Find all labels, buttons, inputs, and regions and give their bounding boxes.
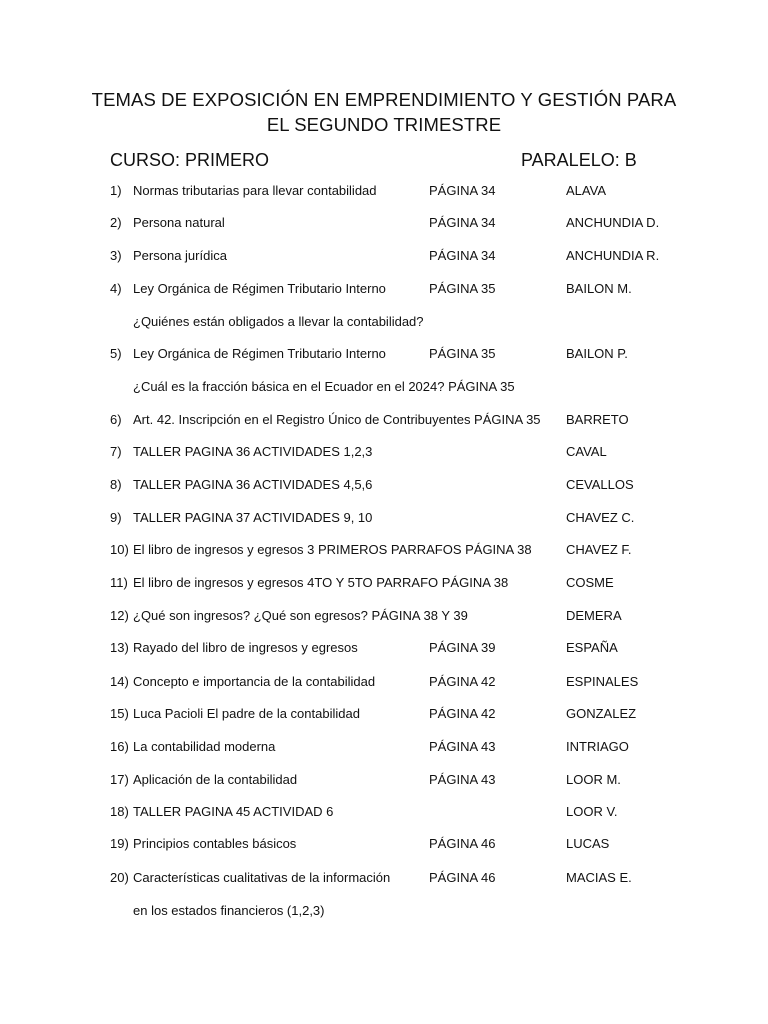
topic-title: TALLER PAGINA 36 ACTIVIDADES 4,5,6 xyxy=(133,477,373,492)
topic-title: Art. 42. Inscripción en el Registro Único de Contribuyentes PÁGINA 35 xyxy=(133,412,541,427)
topic-continuation: ¿Cuál es la fracción básica en el Ecuador en el 2024? PÁGINA 35 xyxy=(133,379,515,394)
topic-row xyxy=(0,445,768,465)
student-name: ESPINALES xyxy=(566,674,639,689)
topic-number: 14) xyxy=(110,674,129,689)
document-title-line-2: EL SEGUNDO TRIMESTRE xyxy=(266,114,502,135)
topic-row xyxy=(0,805,768,825)
topic-number: 3) xyxy=(110,248,122,263)
topic-row xyxy=(0,641,768,661)
student-name: LOOR M. xyxy=(566,772,621,787)
topic-title: La contabilidad moderna xyxy=(133,739,276,754)
course-label: CURSO: PRIMERO xyxy=(110,150,270,170)
topic-title: Normas tributarias para llevar contabilidad xyxy=(133,183,377,198)
topic-continuation: en los estados financieros (1,2,3) xyxy=(133,903,325,918)
student-name: DEMERA xyxy=(566,608,622,623)
topic-page: PÁGINA 39 xyxy=(429,640,496,655)
topic-title: TALLER PAGINA 36 ACTIVIDADES 1,2,3 xyxy=(133,444,373,459)
topic-page: PÁGINA 46 xyxy=(429,836,496,851)
parallel-label: PARALELO: B xyxy=(521,150,637,170)
topic-title: Ley Orgánica de Régimen Tributario Interno xyxy=(133,346,386,361)
topic-number: 9) xyxy=(110,510,122,525)
topic-title: El libro de ingresos y egresos 3 PRIMEROS PARRAFOS PÁGINA 38 xyxy=(133,542,532,557)
topic-row xyxy=(0,837,768,857)
student-name: ESPAÑA xyxy=(566,640,618,655)
topic-page: PÁGINA 35 xyxy=(429,346,496,361)
topic-number: 11) xyxy=(110,575,128,590)
topic-row xyxy=(0,249,768,269)
topic-row xyxy=(0,773,768,793)
topic-title: TALLER PAGINA 37 ACTIVIDADES 9, 10 xyxy=(133,510,373,525)
topic-number: 10) xyxy=(110,542,129,557)
student-name: INTRIAGO xyxy=(566,739,629,754)
student-name: CEVALLOS xyxy=(566,477,634,492)
topic-title: Concepto e importancia de la contabilidad xyxy=(133,674,376,689)
student-name: CHAVEZ F. xyxy=(566,542,632,557)
topic-continuation: ¿Quiénes están obligados a llevar la contabilidad? xyxy=(133,314,424,329)
student-name: LOOR V. xyxy=(566,804,618,819)
topic-row xyxy=(0,478,768,498)
topic-row xyxy=(0,184,768,204)
topic-title: ¿Qué son ingresos? ¿Qué son egresos? PÁGINA 38 Y 39 xyxy=(133,608,468,623)
student-name: CAVAL xyxy=(566,444,607,459)
student-name: ANCHUNDIA R. xyxy=(566,248,660,263)
topic-number: 2) xyxy=(110,215,122,230)
topic-row xyxy=(0,675,768,695)
topic-title: Luca Pacioli El padre de la contabilidad xyxy=(133,706,360,721)
topic-row xyxy=(0,609,768,629)
topic-page: PÁGINA 43 xyxy=(429,739,496,754)
student-name: MACIAS E. xyxy=(566,870,632,885)
topic-row xyxy=(0,871,768,891)
student-name: BAILON M. xyxy=(566,281,632,296)
student-name: BAILON P. xyxy=(566,346,628,361)
topic-page: PÁGINA 34 xyxy=(429,215,496,230)
topic-title: Aplicación de la contabilidad xyxy=(133,772,298,787)
topic-number: 17) xyxy=(110,772,129,787)
topic-title: Persona jurídica xyxy=(133,248,227,263)
topic-row xyxy=(0,740,768,760)
topic-title: Características cualitativas de la información xyxy=(133,870,391,885)
topic-title: Principios contables básicos xyxy=(133,836,297,851)
topic-number: 7) xyxy=(110,444,122,459)
document-title-line-1: TEMAS DE EXPOSICIÓN EN EMPRENDIMIENTO Y GESTIÓN PARA xyxy=(91,89,677,110)
topic-row xyxy=(0,543,768,563)
student-name: ALAVA xyxy=(566,183,606,198)
topic-row xyxy=(0,576,768,596)
topic-title: Ley Orgánica de Régimen Tributario Interno xyxy=(133,281,386,296)
topic-page: PÁGINA 43 xyxy=(429,772,496,787)
topic-number: 8) xyxy=(110,477,122,492)
topic-title: Persona natural xyxy=(133,215,225,230)
topic-number: 15) xyxy=(110,706,129,721)
topic-number: 1) xyxy=(110,183,122,198)
student-name: CHAVEZ C. xyxy=(566,510,635,525)
topic-number: 19) xyxy=(110,836,129,851)
topic-row xyxy=(0,216,768,236)
topic-page: PÁGINA 34 xyxy=(429,183,496,198)
student-name: BARRETO xyxy=(566,412,629,427)
topic-number: 16) xyxy=(110,739,129,754)
topic-page: PÁGINA 42 xyxy=(429,674,496,689)
topic-page: PÁGINA 42 xyxy=(429,706,496,721)
topic-row xyxy=(0,511,768,531)
topic-title: El libro de ingresos y egresos 4TO Y 5TO PARRAFO PÁGINA 38 xyxy=(133,575,509,590)
topic-title: Rayado del libro de ingresos y egresos xyxy=(133,640,358,655)
topic-row xyxy=(0,413,768,433)
topic-title: TALLER PAGINA 45 ACTIVIDAD 6 xyxy=(133,804,334,819)
topic-page: PÁGINA 34 xyxy=(429,248,496,263)
student-name: COSME xyxy=(566,575,614,590)
topic-row xyxy=(0,347,768,367)
student-name: ANCHUNDIA D. xyxy=(566,215,660,230)
topic-page: PÁGINA 46 xyxy=(429,870,496,885)
topic-page: PÁGINA 35 xyxy=(429,281,496,296)
topic-number: 5) xyxy=(110,346,122,361)
student-name: LUCAS xyxy=(566,836,610,851)
topic-number: 13) xyxy=(110,640,129,655)
topic-row xyxy=(0,707,768,727)
topic-number: 12) xyxy=(110,608,129,623)
topic-number: 6) xyxy=(110,412,122,427)
topic-row xyxy=(0,282,768,302)
topic-number: 20) xyxy=(110,870,129,885)
topic-number: 18) xyxy=(110,804,129,819)
student-name: GONZALEZ xyxy=(566,706,637,721)
topic-number: 4) xyxy=(110,281,122,296)
